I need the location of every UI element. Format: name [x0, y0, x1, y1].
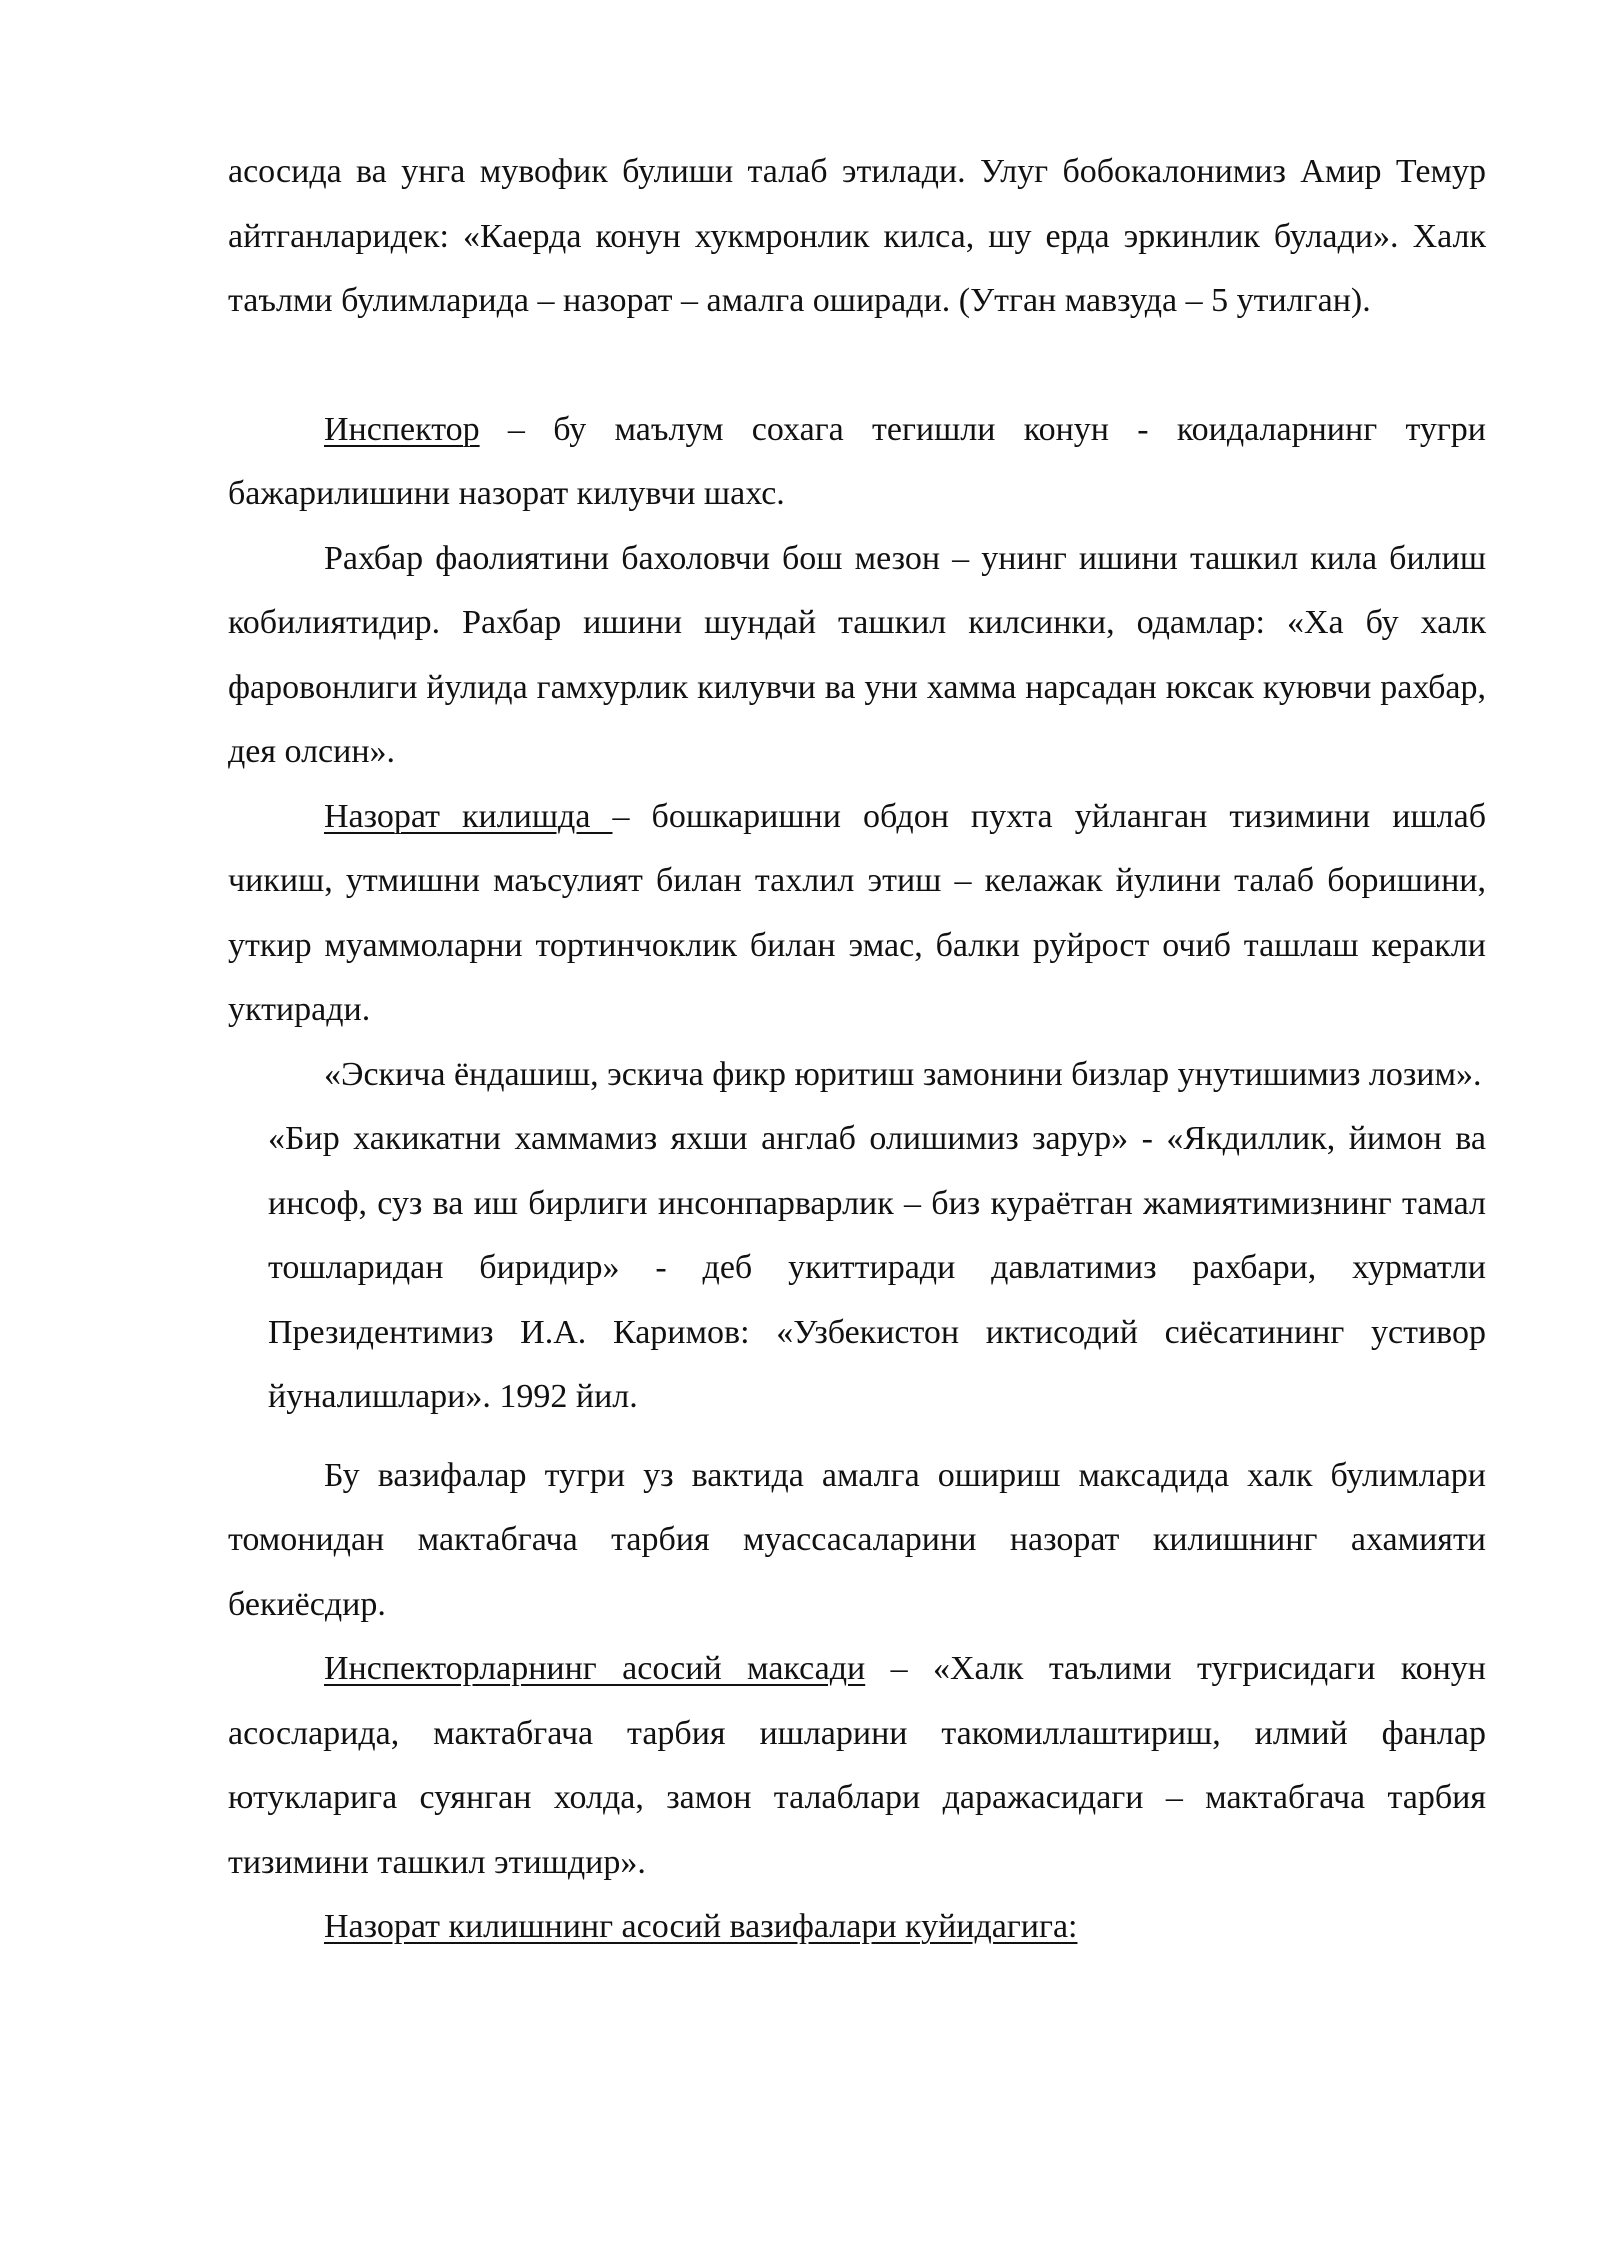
- term-inspector: Инспектор: [324, 410, 480, 448]
- term-inspectors-goal: Инспекторларнинг асосий максади: [324, 1650, 866, 1687]
- paragraph-intro: асосида ва унга мувофик булиши талаб этилади. Улуг бобокалонимиз Амир Темур айтганларидек: «Каерда конун хукмронлик килса, шу ерда эркинлик булади». Халк таълми булимларида – назорат – амалга оширади. (Утган мавзуда – 5 утилган).: [228, 153, 1486, 319]
- control-tasks-heading-text: Назорат килишнинг асосий вазифалари куйидагига:: [324, 1908, 1078, 1945]
- paragraph-inspectors-goal: [228, 1637, 1486, 1895]
- president-quote-block: «Бир хакикатни хаммамиз яхши англаб олишимиз зарур» - «Якдиллик, йимон ва инсоф, суз ва иш бирлиги инсонпарварлик – биз кураётган жамиятимизнинг тамал тошларидан биридир» - деб укиттиради давлатимиз рахбари, хурматли Президентимиз И.А. Каримов: «Узбекистон иктисодий сиёсатининг устивор йуналишлари». 1992 йил.: [268, 1120, 1486, 1415]
- term-control: Назорат килишда: [324, 797, 613, 835]
- paragraph-inspector-definition: [228, 398, 1486, 527]
- control-text: – бошкаришни обдон пухта уйланган тизимини ишлаб чикиш, утмишни маъсулият билан тахлил этиш – келажак йулини талаб боришини, уткир муаммоларни тортинчоклик билан эмас, балки руйрост очиб ташлаш керакли уктиради.: [228, 797, 1486, 1028]
- paragraph-old-approach-quote: «Эскича ёндашиш, эскича фикр юритиш замонини бизлар унутишимиз лозим».: [324, 1055, 1482, 1093]
- paragraph-tasks-importance: Бу вазифалар тугри уз вактида амалга ошириш максадида халк булимлари томонидан мактабгача тарбия муассасаларини назорат килишнинг ахамияти бекиёсдир.: [228, 1456, 1486, 1623]
- paragraph-leader-criteria: Рахбар фаолиятини бахоловчи бош мезон – унинг ишини ташкил кила билиш кобилиятидир. Рахбар ишини шундай ташкил килсинки, одамлар: «Ха бу халк фаровонлиги йулида гамхурлик килувчи ва уни хамма нарсадан юксак куювчи рахбар, дея олсин».: [228, 539, 1486, 770]
- heading-control-tasks: [228, 1895, 1486, 1960]
- inspectors-goal-text: – «Халк таълими тугрисидаги конун асосларида, мактабгача тарбия ишларини такомиллаштириш, илмий фанлар ютукларига суянган холда, замон талаблари даражасидаги – мактабгача тарбия тизимини ташкил этишдир».: [228, 1650, 1486, 1881]
- inspector-definition-text: – бу маълум сохага тегишли конун - коидаларнинг тугри бажарилишини назорат килувчи шахс.: [228, 410, 1486, 512]
- paragraph-control: [228, 785, 1486, 1043]
- document-body: [228, 140, 1486, 1960]
